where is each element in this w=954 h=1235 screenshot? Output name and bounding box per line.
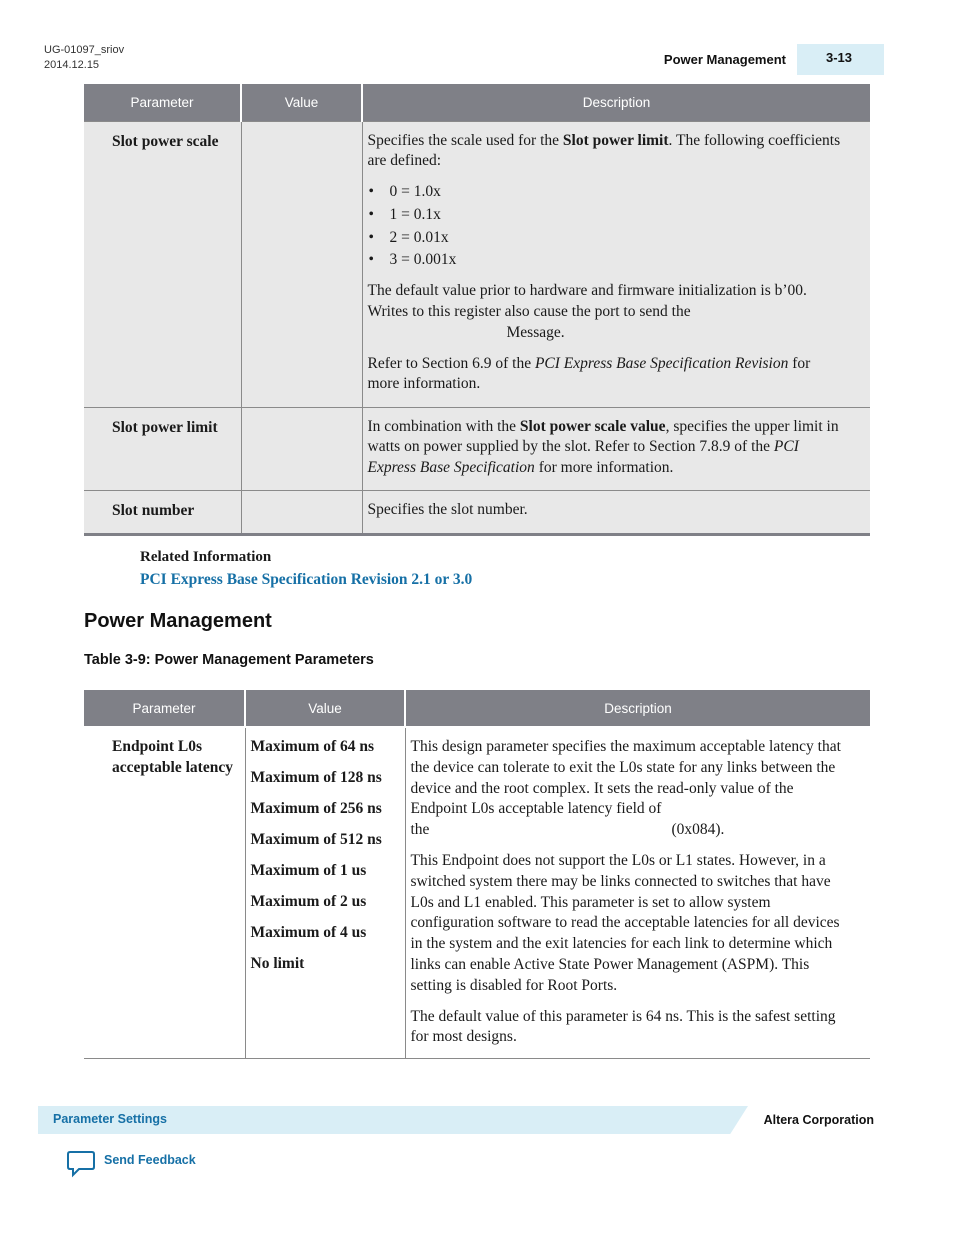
column-header-value: Value [241, 84, 362, 121]
pci-spec-link[interactable]: PCI Express Base Specification Revision 2.1 or 3.0 [140, 571, 473, 588]
column-header-value: Value [245, 690, 405, 727]
table-header-row [84, 690, 870, 727]
footer-company: Altera Corporation [763, 1113, 874, 1127]
table-row [84, 727, 870, 1059]
column-header-description: Description [362, 84, 870, 121]
list-item: • 0 = 1.0x [368, 182, 843, 203]
table-row [84, 490, 870, 534]
column-header-parameter: Parameter [84, 690, 245, 727]
send-feedback-link[interactable]: Send Feedback [104, 1153, 196, 1167]
description-cell: Specifies the slot number. [362, 490, 870, 534]
list-item: Maximum of 256 ns [250, 799, 382, 817]
description-cell: This design parameter specifies the maximum acceptable latency that the device can tolerate to exit the L0s state for any links between the device and the root complex. It sets the read-only value of the Endpoint L0s acceptable latency field of the (0x084). This Endpoint does not support the L0s or L1 states. However, in a switched system there may be links connected to switches that have L0s and L1 enabled. This parameter is set to allow system configuration software to read the acceptable latencies for all devices in the system and the exit latencies for each link to determine which links can enable Active State Power Management (ASPM). This setting is disabled for Root Ports. The default value of this parameter is 64 ns. This is the safest setting for most designs. [405, 727, 870, 1059]
table-caption: Table 3-9: Power Management Parameters [84, 652, 374, 668]
table-row [84, 407, 870, 490]
table-header-row [84, 84, 870, 121]
related-information-label: Related Information [140, 549, 272, 565]
value-cell [241, 121, 362, 407]
list-item: • 1 = 0.1x [368, 205, 843, 226]
footer-chapter-link[interactable]: Parameter Settings [53, 1112, 167, 1126]
list-item: Maximum of 4 us [250, 923, 367, 941]
parameter-cell: Endpoint L0s acceptable latency [84, 727, 245, 1059]
column-header-parameter: Parameter [84, 84, 241, 121]
description-cell: In combination with the Slot power scale value, specifies the upper limit in watts on power supplied by the slot. Refer to Section 7.8.9 of the PCI Express Base Specification for more information. [362, 407, 870, 490]
list-item: Maximum of 64 ns [250, 738, 375, 755]
document-id-block [44, 43, 124, 73]
document-date: 2014.12.15 [44, 59, 100, 71]
list-item: Maximum of 2 us [250, 892, 367, 910]
parameter-cell: Slot power scale [84, 121, 241, 407]
value-cell [245, 727, 405, 1059]
list-item: Maximum of 128 ns [250, 768, 382, 786]
page-number: 3-13 [797, 44, 884, 75]
power-management-table [84, 690, 870, 1059]
list-item: No limit [250, 954, 305, 972]
running-header-title: Power Management [663, 52, 786, 67]
value-cell [241, 407, 362, 490]
list-item: Maximum of 512 ns [250, 830, 382, 848]
section-title: Power Management [84, 610, 272, 632]
table-row [84, 121, 870, 407]
document-id: UG-01097_sriov [44, 44, 125, 56]
feedback-speech-bubble-icon[interactable] [66, 1150, 96, 1178]
parameter-cell: Slot power limit [84, 407, 241, 490]
slot-parameters-table [84, 84, 870, 536]
coefficient-list [368, 182, 843, 271]
value-cell [241, 490, 362, 534]
parameter-cell: Slot number [84, 490, 241, 534]
list-item: • 2 = 0.01x [368, 228, 843, 249]
list-item: • 3 = 0.001x [368, 250, 843, 271]
description-cell: Specifies the scale used for the Slot power limit. The following coefficients are defined: • 0 = 1.0x • 1 = 0.1x • 2 = 0.01x • 3 = 0.001x The default value prior to hardware and firmware initialization is b’00. Writes to this register also cause the port to send the Message. Refer to Section 6.9 of the PCI Express Base Specification Revision for more information. [362, 121, 870, 407]
column-header-description: Description [405, 690, 870, 727]
list-item: Maximum of 1 us [250, 861, 367, 879]
